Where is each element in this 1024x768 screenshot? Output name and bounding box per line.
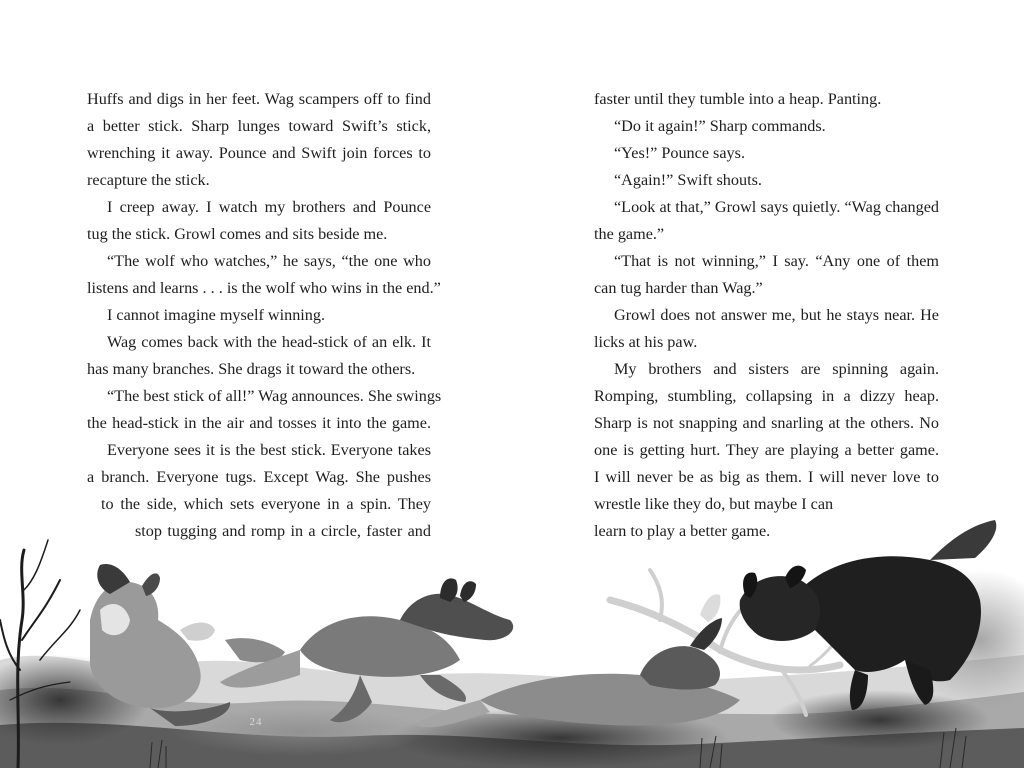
text-line: learn to play a better game.	[594, 522, 771, 540]
text-line: to the side, which sets everyone in a spin. They	[101, 495, 431, 513]
text-line: licks at his paw.	[594, 333, 698, 351]
text-line: a branch. Everyone tugs. Except Wag. She pushes	[87, 468, 431, 486]
text-line: “Look at that,” Growl says quietly. “Wag changed	[614, 198, 939, 216]
text-line: “That is not winning,” I say. “Any one of them	[614, 252, 939, 270]
text-line: listens and learns . . . is the wolf who wins in the end.”	[87, 279, 441, 297]
text-line: Everyone sees it is the best stick. Everyone takes	[107, 441, 431, 459]
text-line: wrestle like they do, but maybe I can	[594, 495, 834, 513]
text-line: stop tugging and romp in a circle, faster and	[135, 522, 431, 540]
text-line: faster until they tumble into a heap. Panting.	[594, 90, 882, 108]
page-number: 24	[249, 716, 263, 728]
text-line: Sharp is not snapping and snarling at the others. No	[594, 414, 939, 432]
text-line: “The best stick of all!” Wag announces. She swings	[107, 387, 442, 405]
text-line: the game.”	[594, 225, 665, 243]
text-line: “Do it again!” Sharp commands.	[614, 117, 826, 135]
text-line: “Yes!” Pounce says.	[614, 144, 745, 162]
text-line: I creep away. I watch my brothers and Pounce	[107, 198, 431, 216]
text-line: “Again!” Swift shouts.	[614, 171, 762, 189]
text-line: one is getting hurt. They are playing a better game.	[594, 441, 939, 459]
text-line: wrenching it away. Pounce and Swift join forces to	[87, 144, 431, 162]
text-line: the head-stick in the air and tosses it into the game.	[87, 414, 431, 432]
text-line: can tug harder than Wag.”	[594, 279, 763, 297]
text-line: Huffs and digs in her feet. Wag scampers off to find	[87, 90, 431, 108]
text-line: Romping, stumbling, collapsing in a dizzy heap.	[594, 387, 939, 405]
text-line: a better stick. Sharp lunges toward Swift’s stick,	[87, 117, 431, 135]
text-line: tug the stick. Growl comes and sits beside me.	[87, 225, 388, 243]
text-line: Growl does not answer me, but he stays near. He	[614, 306, 939, 324]
text-line: I cannot imagine myself winning.	[107, 306, 326, 324]
text-line: “The wolf who watches,” he says, “the one who	[107, 252, 431, 270]
text-line: Wag comes back with the head-stick of an elk. It	[107, 333, 431, 351]
text-line: has many branches. She drags it toward the others.	[87, 360, 416, 378]
text-line: recapture the stick.	[87, 171, 210, 189]
text-line: I will never be as big as them. I will never love to	[594, 468, 939, 486]
wolf-pups-illustration	[0, 470, 1024, 768]
text-line: My brothers and sisters are spinning again.	[614, 360, 939, 378]
